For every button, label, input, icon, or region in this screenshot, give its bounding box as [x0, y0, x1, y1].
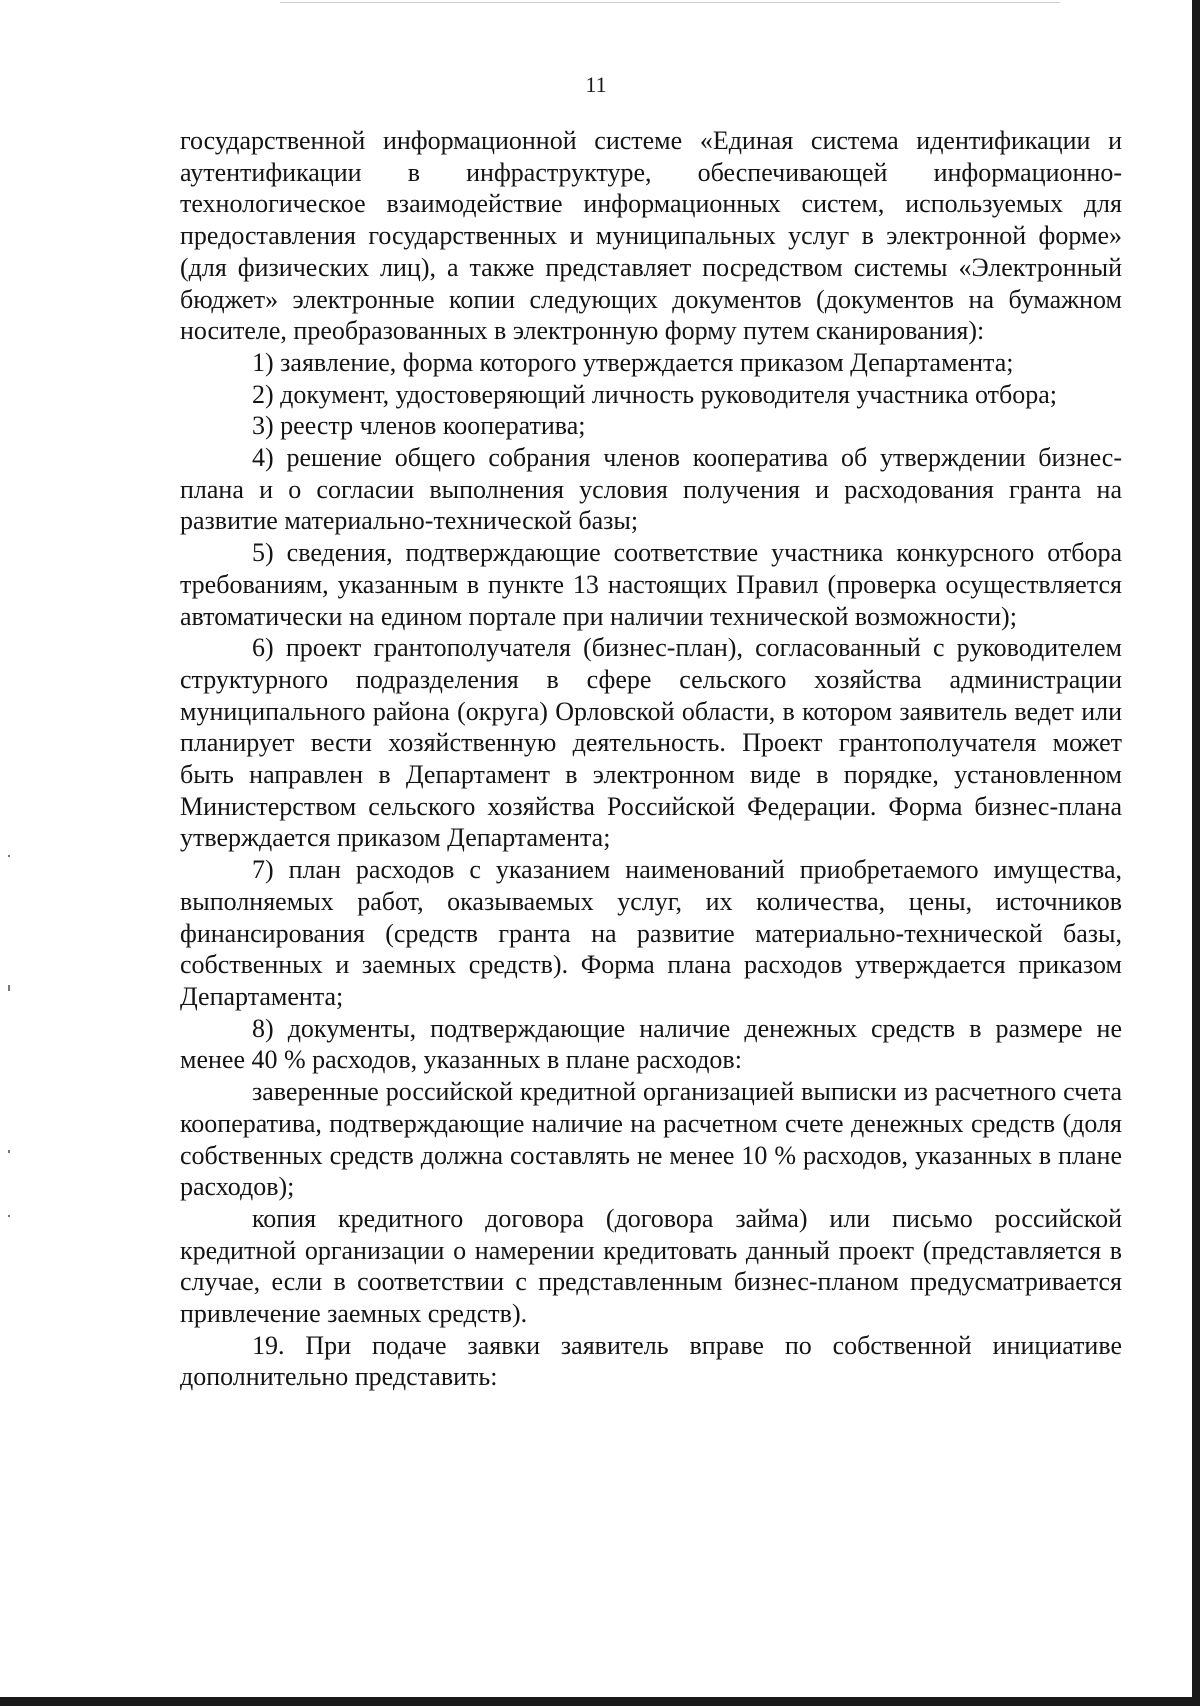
- scan-edge-bottom: [0, 1697, 1192, 1706]
- scan-speck: [8, 855, 10, 857]
- document-body: [180, 125, 1122, 1393]
- scan-speck: [8, 1215, 10, 1217]
- paragraph-intro: государственной информационной системе «Единая система идентификации и аутентификации в инфраструктуре, обеспечивающей информационно-технологическое взаимодействие информационных систем, используемых для предоставления государственных и муниципальных услуг в электронной форме» (для физических лиц), а также представляет посредством системы «Электронный бюджет» электронные копии следующих документов (документов на бумажном носителе, преобразованных в электронную форму путем сканирования):: [180, 126, 1122, 346]
- paragraph-item-1: 1) заявление, форма которого утверждается приказом Департамента;: [252, 347, 1014, 377]
- paragraph-item-3: 3) реестр членов кооператива;: [252, 411, 586, 441]
- paragraph-item-4: 4) решение общего собрания членов кооператива об утверждении бизнес-плана и о согласии выполнения условия получения и расходования гранта на развитие материально-технической базы;: [180, 443, 1122, 536]
- paragraph-subitem-statements: заверенные российской кредитной организацией выписки из расчетного счета кооператива, подтверждающие наличие на расчетном счете денежных средств (доля собственных средств должна составлять не менее 10 % расходов, указанных в плане расходов);: [180, 1077, 1122, 1202]
- paragraph-item-6: 6) проект грантополучателя (бизнес-план), согласованный с руководителем структурного подразделения в сфере сельского хозяйства администрации муниципального района (округа) Орловской области, в котором заявитель ведет или планирует вести хозяйственную деятельность. Проект грантополучателя может быть направлен в Департамент в электронном виде в порядке, установленном Министерством сельского хозяйства Российской Федерации. Форма бизнес-плана утверждается приказом Департамента;: [180, 633, 1122, 853]
- paragraph-item-7: 7) план расходов с указанием наименований приобретаемого имущества, выполняемых работ, оказываемых услуг, их количества, цены, источников финансирования (средств гранта на развитие материально-технической базы, собственных и заемных средств). Форма плана расходов утверждается приказом Департамента;: [180, 855, 1122, 1011]
- scan-speck: [8, 1150, 10, 1153]
- page-number: 11: [585, 72, 607, 97]
- scan-speck: [8, 985, 10, 991]
- paragraph-item-5: 5) сведения, подтверждающие соответствие участника конкурсного отбора требованиям, указанным в пункте 13 настоящих Правил (проверка осуществляется автоматически на едином портале при наличии технической возможности);: [180, 538, 1122, 631]
- scan-edge-top: [280, 2, 1060, 3]
- paragraph-subitem-loan: копия кредитного договора (договора займа) или письмо российской кредитной организации о намерении кредитовать данный проект (представляется в случае, если в соответствии с представленным бизнес-планом предусматривается привлечение заемных средств).: [180, 1203, 1122, 1329]
- paragraph-clause-19: 19. При подаче заявки заявитель вправе по собственной инициативе дополнительно представить:: [180, 1330, 1122, 1392]
- paragraph-item-2: 2) документ, удостоверяющий личность руководителя участника отбора;: [252, 379, 1058, 409]
- scan-edge-right: [1192, 0, 1200, 1706]
- paragraph-item-8: 8) документы, подтверждающие наличие денежных средств в размере не менее 40 % расходов, указанных в плане расходов:: [180, 1013, 1122, 1075]
